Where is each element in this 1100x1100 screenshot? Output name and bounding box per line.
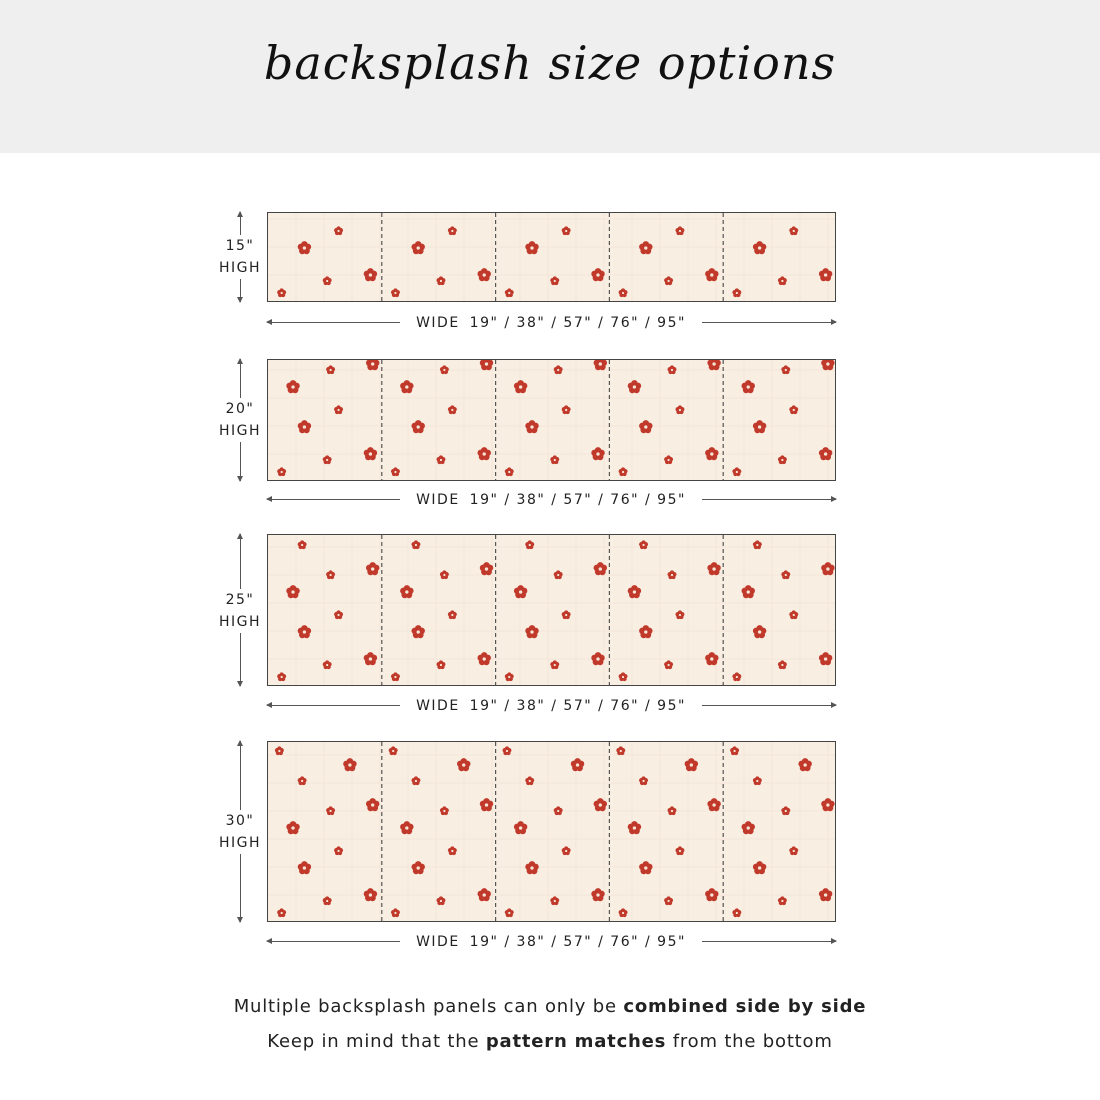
flower-icon <box>436 896 445 905</box>
flower-icon <box>668 806 677 815</box>
height-value: 20" <box>225 401 255 417</box>
flower-icon <box>732 288 741 297</box>
footer-text: from the bottom <box>666 1031 833 1052</box>
backsplash-panel <box>267 359 836 481</box>
flower-icon <box>781 570 790 579</box>
flower-icon <box>668 570 677 579</box>
flower-icon <box>436 276 445 285</box>
flower-icon <box>821 798 834 811</box>
flower-icon <box>480 360 493 370</box>
flower-icon <box>457 758 470 771</box>
page-title: backsplash size options <box>263 36 837 90</box>
flower-icon <box>778 896 787 905</box>
flower-icon <box>411 861 424 874</box>
flower-icon <box>562 226 571 235</box>
flower-icon <box>675 610 684 619</box>
footer-note-pattern <box>0 1031 1100 1052</box>
flower-icon <box>819 447 832 460</box>
flower-icon <box>400 380 413 393</box>
flower-icon <box>550 455 559 464</box>
width-label <box>400 932 702 952</box>
flower-icon <box>732 672 741 681</box>
flower-icon <box>639 540 648 549</box>
flower-icon <box>594 360 607 370</box>
height-label <box>214 810 266 854</box>
flower-pattern <box>268 535 836 686</box>
flower-icon <box>298 861 311 874</box>
wide-values: 19" / 38" / 57" / 76" / 95" <box>469 934 686 950</box>
flower-icon <box>664 455 673 464</box>
flower-icon <box>619 288 628 297</box>
flower-icon <box>411 540 420 549</box>
flower-icon <box>391 467 400 476</box>
flower-icon <box>411 776 420 785</box>
height-unit: HIGH <box>218 614 262 630</box>
flower-icon <box>639 241 652 254</box>
flower-icon <box>778 276 787 285</box>
flower-icon <box>364 652 377 665</box>
flower-icon <box>554 806 563 815</box>
flower-icon <box>550 276 559 285</box>
flower-icon <box>326 365 335 374</box>
flower-icon <box>477 447 490 460</box>
flower-icon <box>562 405 571 414</box>
wide-label: WIDE <box>416 698 460 714</box>
height-value: 15" <box>225 238 255 254</box>
wide-label: WIDE <box>416 315 460 331</box>
flower-icon <box>411 420 424 433</box>
flower-icon <box>298 625 311 638</box>
flower-icon <box>448 226 457 235</box>
wide-values: 19" / 38" / 57" / 76" / 95" <box>469 315 686 331</box>
flower-icon <box>619 467 628 476</box>
flower-icon <box>286 380 299 393</box>
flower-icon <box>277 672 286 681</box>
backsplash-panel <box>267 534 836 686</box>
flower-icon <box>821 360 834 370</box>
flower-icon <box>732 908 741 917</box>
flower-icon <box>819 888 832 901</box>
flower-icon <box>448 610 457 619</box>
flower-icon <box>525 776 534 785</box>
flower-icon <box>628 821 641 834</box>
flower-icon <box>705 888 718 901</box>
flower-icon <box>591 652 604 665</box>
flower-icon <box>778 455 787 464</box>
flower-icon <box>753 861 766 874</box>
flower-icon <box>675 405 684 414</box>
flower-icon <box>400 585 413 598</box>
flower-icon <box>554 570 563 579</box>
flower-icon <box>664 276 673 285</box>
flower-icon <box>505 672 514 681</box>
flower-icon <box>789 610 798 619</box>
flower-icon <box>514 380 527 393</box>
flower-icon <box>298 776 307 785</box>
flower-icon <box>366 360 379 370</box>
flower-icon <box>639 625 652 638</box>
flower-icon <box>525 540 534 549</box>
flower-icon <box>707 562 720 575</box>
flower-icon <box>286 585 299 598</box>
flower-icon <box>781 365 790 374</box>
flower-icon <box>819 652 832 665</box>
flower-icon <box>391 288 400 297</box>
flower-icon <box>707 360 720 370</box>
footer-emphasis: combined side by side <box>623 996 867 1017</box>
flower-icon <box>594 562 607 575</box>
wide-values: 19" / 38" / 57" / 76" / 95" <box>469 698 686 714</box>
flower-icon <box>277 908 286 917</box>
flower-icon <box>732 467 741 476</box>
flower-icon <box>277 467 286 476</box>
flower-icon <box>411 241 424 254</box>
flower-icon <box>562 610 571 619</box>
wide-label: WIDE <box>416 934 460 950</box>
flower-icon <box>639 420 652 433</box>
flower-icon <box>436 455 445 464</box>
wide-label: WIDE <box>416 492 460 508</box>
footer-text: Multiple backsplash panels can only be <box>233 996 624 1017</box>
flower-icon <box>639 861 652 874</box>
flower-icon <box>411 625 424 638</box>
flower-icon <box>753 776 762 785</box>
flower-icon <box>707 798 720 811</box>
flower-icon <box>753 625 766 638</box>
header-banner <box>0 0 1100 153</box>
flower-icon <box>821 562 834 575</box>
flower-icon <box>514 821 527 834</box>
flower-icon <box>705 447 718 460</box>
flower-icon <box>753 540 762 549</box>
flower-icon <box>477 888 490 901</box>
flower-icon <box>440 365 449 374</box>
flower-icon <box>366 562 379 575</box>
flower-icon <box>705 268 718 281</box>
flower-icon <box>789 226 798 235</box>
flower-pattern <box>268 742 836 922</box>
height-value: 25" <box>225 592 255 608</box>
flower-icon <box>619 908 628 917</box>
flower-icon <box>525 861 538 874</box>
height-unit: HIGH <box>218 423 262 439</box>
flower-icon <box>730 746 739 755</box>
flower-icon <box>550 896 559 905</box>
backsplash-panel <box>267 741 836 922</box>
flower-icon <box>334 226 343 235</box>
flower-icon <box>781 806 790 815</box>
flower-icon <box>525 420 538 433</box>
flower-icon <box>391 908 400 917</box>
flower-icon <box>819 268 832 281</box>
flower-icon <box>594 798 607 811</box>
footer-emphasis: pattern matches <box>485 1031 667 1052</box>
flower-icon <box>334 405 343 414</box>
height-label <box>214 398 266 442</box>
flower-icon <box>514 585 527 598</box>
flower-icon <box>789 846 798 855</box>
flower-icon <box>505 288 514 297</box>
flower-icon <box>525 241 538 254</box>
flower-icon <box>326 570 335 579</box>
flower-icon <box>286 821 299 834</box>
flower-icon <box>639 776 648 785</box>
backsplash-panel <box>267 212 836 302</box>
flower-icon <box>480 562 493 575</box>
flower-icon <box>448 846 457 855</box>
height-value: 30" <box>225 813 255 829</box>
width-label <box>400 313 702 333</box>
wide-values: 19" / 38" / 57" / 76" / 95" <box>469 492 686 508</box>
flower-icon <box>400 821 413 834</box>
flower-icon <box>334 610 343 619</box>
flower-icon <box>789 405 798 414</box>
flower-icon <box>298 420 311 433</box>
flower-icon <box>448 405 457 414</box>
flower-icon <box>664 896 673 905</box>
footer-note-combine <box>0 996 1100 1017</box>
width-label <box>400 696 702 716</box>
flower-icon <box>505 467 514 476</box>
flower-icon <box>562 846 571 855</box>
flower-icon <box>591 268 604 281</box>
flower-icon <box>628 380 641 393</box>
flower-icon <box>502 746 511 755</box>
flower-icon <box>628 585 641 598</box>
flower-icon <box>753 241 766 254</box>
flower-icon <box>343 758 356 771</box>
flower-icon <box>440 806 449 815</box>
flower-icon <box>591 888 604 901</box>
flower-icon <box>550 660 559 669</box>
flower-icon <box>668 365 677 374</box>
flower-pattern <box>268 360 836 481</box>
height-label <box>214 235 266 279</box>
height-unit: HIGH <box>218 835 262 851</box>
flower-icon <box>505 908 514 917</box>
flower-icon <box>753 420 766 433</box>
flower-icon <box>364 268 377 281</box>
flower-icon <box>480 798 493 811</box>
flower-icon <box>591 447 604 460</box>
flower-icon <box>364 447 377 460</box>
flower-icon <box>571 758 584 771</box>
flower-pattern <box>268 213 836 302</box>
flower-icon <box>275 746 284 755</box>
flower-icon <box>298 540 307 549</box>
flower-icon <box>778 660 787 669</box>
width-label <box>400 490 702 510</box>
flower-icon <box>391 672 400 681</box>
flower-icon <box>705 652 718 665</box>
flower-icon <box>477 652 490 665</box>
flower-icon <box>277 288 286 297</box>
footer-text: Keep in mind that the <box>267 1031 486 1052</box>
flower-icon <box>554 365 563 374</box>
flower-icon <box>525 625 538 638</box>
flower-icon <box>366 798 379 811</box>
flower-icon <box>685 758 698 771</box>
flower-icon <box>619 672 628 681</box>
flower-icon <box>326 806 335 815</box>
flower-icon <box>298 241 311 254</box>
height-unit: HIGH <box>218 260 262 276</box>
flower-icon <box>675 226 684 235</box>
flower-icon <box>364 888 377 901</box>
flower-icon <box>664 660 673 669</box>
flower-icon <box>389 746 398 755</box>
flower-icon <box>334 846 343 855</box>
flower-icon <box>616 746 625 755</box>
flower-icon <box>477 268 490 281</box>
height-label <box>214 589 266 633</box>
flower-icon <box>675 846 684 855</box>
flower-icon <box>436 660 445 669</box>
flower-icon <box>440 570 449 579</box>
